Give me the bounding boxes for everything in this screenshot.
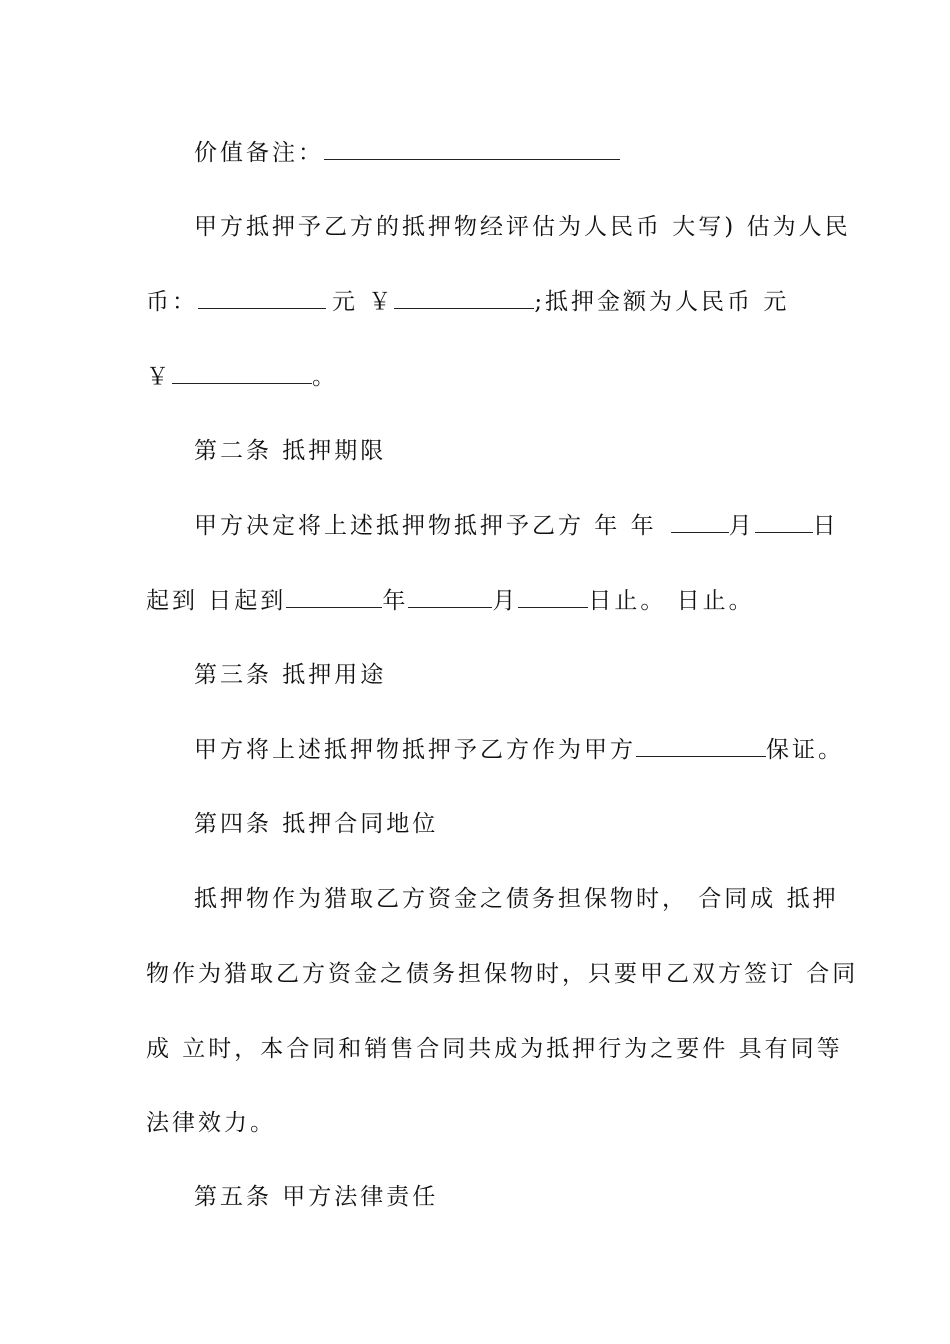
purpose-blank xyxy=(636,736,766,757)
year-label: 年 xyxy=(382,588,409,614)
status-paragraph-line-1 xyxy=(194,884,839,914)
amount-words-blank xyxy=(198,288,326,309)
term-paragraph-line-1 xyxy=(194,511,839,541)
status-paragraph-line-3 xyxy=(146,1034,843,1064)
valuation-text-1: 甲方抵押予乙方的抵押物经评估为人民币 大写) 估为人民 xyxy=(194,214,851,240)
status-text-3: 成 立时，本合同和销售合同共成为抵押行为之要件 具有同等 xyxy=(146,1036,843,1062)
status-paragraph-line-2 xyxy=(146,959,858,989)
purpose-paragraph-line-1 xyxy=(194,735,844,765)
yuan-yen-label: 元 ￥ xyxy=(332,289,395,315)
article-4-title-text: 第四条 抵押合同地位 xyxy=(194,811,439,837)
article-2-title-text: 第二条 抵押期限 xyxy=(194,438,387,464)
value-note-blank xyxy=(324,139,620,160)
value-note-line xyxy=(194,138,620,168)
status-text-1: 抵押物作为猎取乙方资金之债务担保物时， 合同成 抵押 xyxy=(194,886,839,912)
period-mark: 。 xyxy=(312,364,338,390)
article-5-title-text: 第五条 甲方法律责任 xyxy=(194,1184,439,1210)
month-label: 月 xyxy=(728,513,755,539)
guarantee-text: 保证。 xyxy=(766,737,844,763)
amount-figure-blank xyxy=(394,288,534,309)
status-paragraph-line-4 xyxy=(146,1108,276,1138)
yen-sign: ￥ xyxy=(146,364,172,390)
article-4-title xyxy=(194,809,438,839)
article-5-title xyxy=(194,1182,438,1212)
valuation-paragraph-line-2 xyxy=(146,287,789,317)
start-day-blank xyxy=(755,512,813,533)
term-end-text: 日止。 日止。 xyxy=(588,588,755,614)
month-label-2: 月 xyxy=(492,588,519,614)
valuation-paragraph-line-3 xyxy=(146,362,338,392)
mortgage-amount-blank xyxy=(172,363,312,384)
valuation-paragraph-line-1 xyxy=(194,212,851,242)
status-text-2: 物作为猎取乙方资金之债务担保物时，只要甲乙双方签订 合同 xyxy=(146,961,859,987)
value-note-label: 价值备注： xyxy=(194,140,324,166)
end-year-blank xyxy=(286,587,382,608)
term-text-1: 甲方决定将上述抵押物抵押予乙方 年 年 xyxy=(194,513,657,539)
purpose-text: 甲方将上述抵押物抵押予乙方作为甲方 xyxy=(194,737,636,763)
article-3-title xyxy=(194,660,386,690)
term-text-2: 起到 日起到 xyxy=(146,588,287,614)
start-month-blank xyxy=(671,512,729,533)
currency-label: 币： xyxy=(146,289,198,315)
article-3-title-text: 第三条 抵押用途 xyxy=(194,662,387,688)
status-text-4: 法律效力。 xyxy=(146,1110,276,1136)
end-day-blank xyxy=(518,587,588,608)
article-2-title xyxy=(194,436,386,466)
term-paragraph-line-2 xyxy=(146,586,755,616)
end-month-blank xyxy=(408,587,492,608)
mortgage-amount-label: ;抵押金额为人民币 元 xyxy=(534,289,790,315)
day-label: 日 xyxy=(812,513,839,539)
